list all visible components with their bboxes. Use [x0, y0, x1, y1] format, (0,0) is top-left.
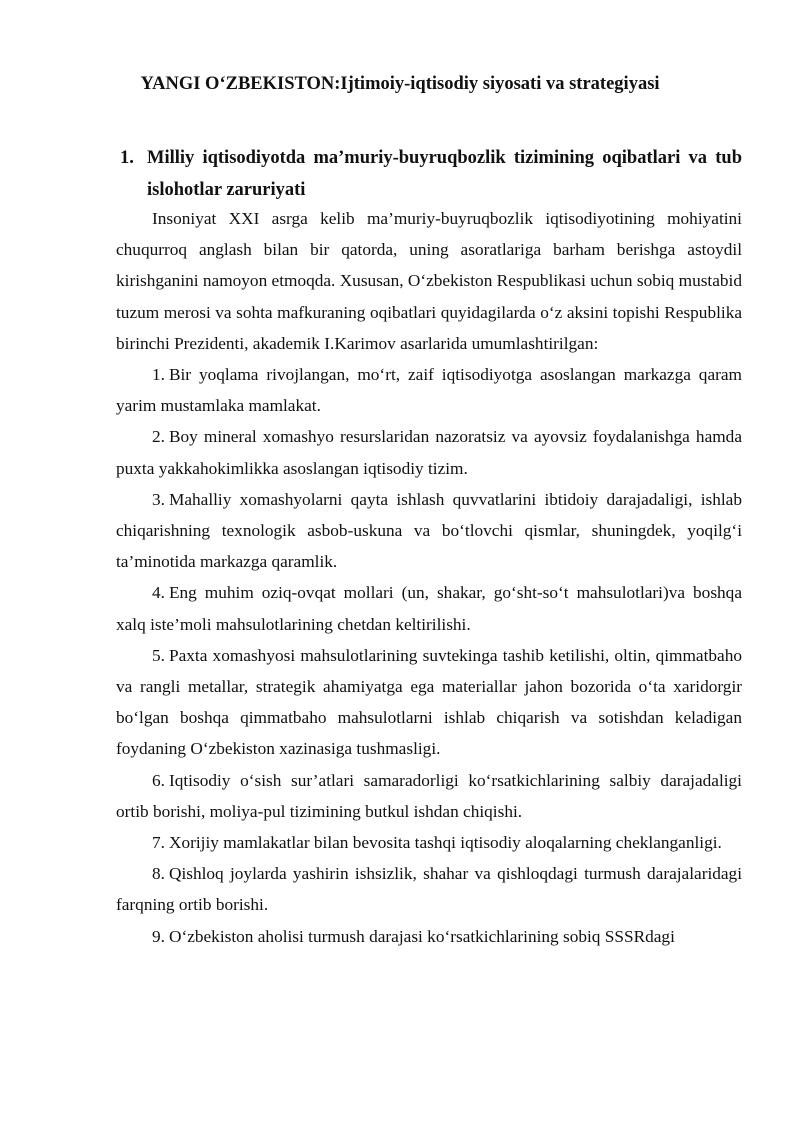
- list-item: [116, 921, 742, 952]
- list-item-number: 4.: [152, 583, 165, 603]
- document-body: [116, 203, 742, 952]
- section-heading-text: Milliy iqtisodiyotda ma’muriy-buyruqbozlik tizimining oqibatlari va tub islohotlar zaruriyati: [147, 148, 742, 200]
- list-item-text: Xorijiy mamlakatlar bilan bevosita tashqi iqtisodiy aloqalarning cheklanganligi.: [168, 833, 722, 853]
- document-title: YANGI O‘ZBEKISTON:Ijtimoiy-iqtisodiy siyosati va strategiyasi: [140, 74, 660, 94]
- list-item-number: 7.: [152, 833, 165, 853]
- list-item-number: 6.: [152, 770, 165, 790]
- list-item: [116, 359, 742, 421]
- list-item-text: Bir yoqlama rivojlangan, mo‘rt, zaif iqtisodiyotga asoslangan markazga qaram yarim mustamlaka mamlakat.: [116, 365, 742, 416]
- list-item-text: Paxta xomashyosi mahsulotlarining suvtekinga tashib ketilishi, oltin, qimmatbaho va rangli metallar, strategik ahamiyatga ega materiallar jahon bozorida o‘ta xaridorgir bo‘lgan boshqa qimmatbaho mahsulotlarni ishlab chiqarish va sotishdan keladigan foydaning O‘zbekiston xazinasiga tushmasligi.: [116, 645, 742, 759]
- list-item-number: 5.: [152, 645, 165, 665]
- list-item-number: 9.: [152, 926, 165, 946]
- list-item: [116, 765, 742, 827]
- list-item-number: 1.: [152, 365, 165, 385]
- list-item-number: 3.: [152, 489, 165, 509]
- list-item-text: Qishloq joylarda yashirin ishsizlik, shahar va qishloqdagi turmush darajalaridagi farqning ortib borishi.: [116, 864, 742, 915]
- list-item: [116, 484, 742, 578]
- intro-paragraph: Insoniyat XXI asrga kelib ma’muriy-buyruqbozlik iqtisodiyotining mohiyatini chuqurroq anglash bilan bir qatorda, uning asoratlariga barham berishga astoydil kirishganini namoyon etmoqda. Xususan, O‘zbekiston Respublikasi uchun sobiq mustabid tuzum merosi va sohta mafkuraning oqibatlari quyidagilarda o‘z aksini topishi Respublika birinchi Prezidenti, akademik I.Karimov asarlarida umumlashtirilgan:: [116, 209, 742, 353]
- section-heading: [120, 142, 742, 206]
- list-item: [116, 421, 742, 483]
- list-item-text: O‘zbekiston aholisi turmush darajasi ko‘rsatkichlarining sobiq SSSRdagi: [168, 926, 675, 946]
- list-item-text: Iqtisodiy o‘sish sur’atlari samaradorligi ko‘rsatkichlarining salbiy darajadaligi ortib borishi, moliya-pul tizimining butkul ishdan chiqishi.: [116, 770, 742, 821]
- list-item: [116, 858, 742, 920]
- list-item: [116, 577, 742, 639]
- list-item-number: 2.: [152, 427, 165, 447]
- list-item: [116, 640, 742, 765]
- list-item-text: Mahalliy xomashyolarni qayta ishlash quvvatlarini ibtidoiy darajadaligi, ishlab chiqarishning texnologik asbob-uskuna va bo‘tlovchi qismlar, shuningdek, yoqilg‘i ta’minotida markazga qaramlik.: [116, 489, 742, 572]
- list-item-text: Eng muhim oziq-ovqat mollari (un, shakar, go‘sht-so‘t mahsulotlari)va boshqa xalq iste’moli mahsulotlarining chetdan keltirilishi.: [116, 583, 742, 634]
- list-item-text: Boy mineral xomashyo resurslaridan nazoratsiz va ayovsiz foydalanishga hamda puxta yakkahokimlikka asoslangan iqtisodiy tizim.: [116, 427, 742, 478]
- list-item: [116, 827, 742, 858]
- list-item-number: 8.: [152, 864, 165, 884]
- section-number: 1.: [120, 148, 134, 168]
